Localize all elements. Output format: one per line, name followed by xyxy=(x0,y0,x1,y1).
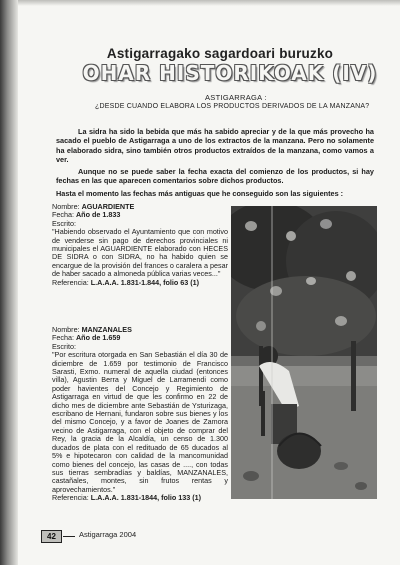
entry-quote: "Habiendo observado el Ayuntamiento que con motivo de venderse sin pago de derechos provinciales ni municipales el AGUARDIENTE elaborado con HECES DE SIDRA o con SIDRA, no ha habido quien se encargue de la provisión del frances o caralera a pesar de haber sacado a almoneda pública varias veces..." xyxy=(52,227,228,279)
entry-ref-row xyxy=(52,279,228,287)
intro-paragraph-2: Aunque no se puede saber la fecha exacta del comienzo de los productos, si hay fechas en las que aparecen comentarios sobre dichos productos. xyxy=(56,167,374,186)
publication-name: Astigarraga 2004 xyxy=(79,530,137,539)
entry-date-row xyxy=(52,211,228,219)
page-number: 42 xyxy=(41,530,62,543)
entry-aguardiente xyxy=(52,203,228,287)
article-banner: OHAR HISTORIKOAK (IV) xyxy=(82,61,378,85)
article-question: ¿DESDE CUANDO ELABORA LOS PRODUCTOS DERIVADOS DE LA MANZANA? xyxy=(95,103,370,110)
intro-paragraph-3: Hasta el momento las fechas más antiguas que he conseguido son las siguientes : xyxy=(56,188,344,198)
intro-text xyxy=(56,127,374,198)
entry-date: Año de 1.833 xyxy=(75,210,121,220)
date-label: Fecha: xyxy=(52,210,74,220)
page-binding-shadow xyxy=(0,0,18,565)
section-label: ASTIGARRAGA : xyxy=(205,93,267,102)
entry-name: AGUARDIENTE xyxy=(81,202,135,211)
entry-date-row xyxy=(52,334,228,342)
date-label: Fecha: xyxy=(52,333,74,343)
ref-label: Referencia: xyxy=(52,277,89,287)
entry-text-label: Escrito: xyxy=(52,218,76,228)
entry-reference: L.A.A.A. 1.831-1.844, folio 63 (1) xyxy=(90,277,200,287)
entry-name: MANZANALES xyxy=(81,325,132,334)
intro-paragraph-1: La sidra ha sido la bebida que más ha sabido apreciar y de la que más provecho ha sacado el pueblo de Astigarraga a uno de los extractos de la manzana. Pero no solamente ha elaborado sidra, sino también otros productos extraídos de la manzana, como vamos a ver. xyxy=(56,127,374,164)
entry-ref-row xyxy=(52,494,228,502)
top-edge-shadow xyxy=(18,0,400,6)
page-footer xyxy=(27,527,387,543)
apple-picking-photo-image xyxy=(231,206,377,499)
article-title: Astigarragako sagardoari buruzko xyxy=(106,46,334,61)
footer-rule xyxy=(63,536,75,537)
name-label: Nombre: xyxy=(52,202,80,211)
orchard-photo xyxy=(231,206,377,499)
entry-date: Año de 1.659 xyxy=(75,333,121,343)
entry-reference: L.A.A.A. 1.831-1844, folio 133 (1) xyxy=(90,493,202,503)
ref-label: Referencia: xyxy=(52,493,89,503)
name-label: Nombre: xyxy=(52,325,80,334)
entry-quote: "Por escritura otorgada en San Sebastián el día 30 de diciembre de 1.659 por testimonio de Francisco Sarasti, Exmo. numeral de aquella ciudad (entonces villa), Agustin Berra y Miguel de Larramendi como poder havientes del Concejo y Regimiento de Astigarraga en virtud de que les confirmo en 22 de dicho mes de diciembre ante Sebastián de Ysturizaga, escribano de Hernani, fundaron sobre sus bienes y los del mismo Concejo, y a favor de Joanes de Zamora vecino de Astigarraga, con el objeto de comprar del Rey, la gracia de la Alcaldía, un censo de 1.300 ducados de plata con el redituado de 65 ducados al 5% e hipotecaron con calidad de la mancomunidad como bienes del concejo, las casas de ...., con todas sus tierras sembradías y baldías, MANZANALES, castañales, montes, sin frutos rentas y aprovechamientos." xyxy=(52,350,228,494)
entry-manzanales xyxy=(52,326,228,503)
entry-text-label: Escrito: xyxy=(52,341,76,351)
